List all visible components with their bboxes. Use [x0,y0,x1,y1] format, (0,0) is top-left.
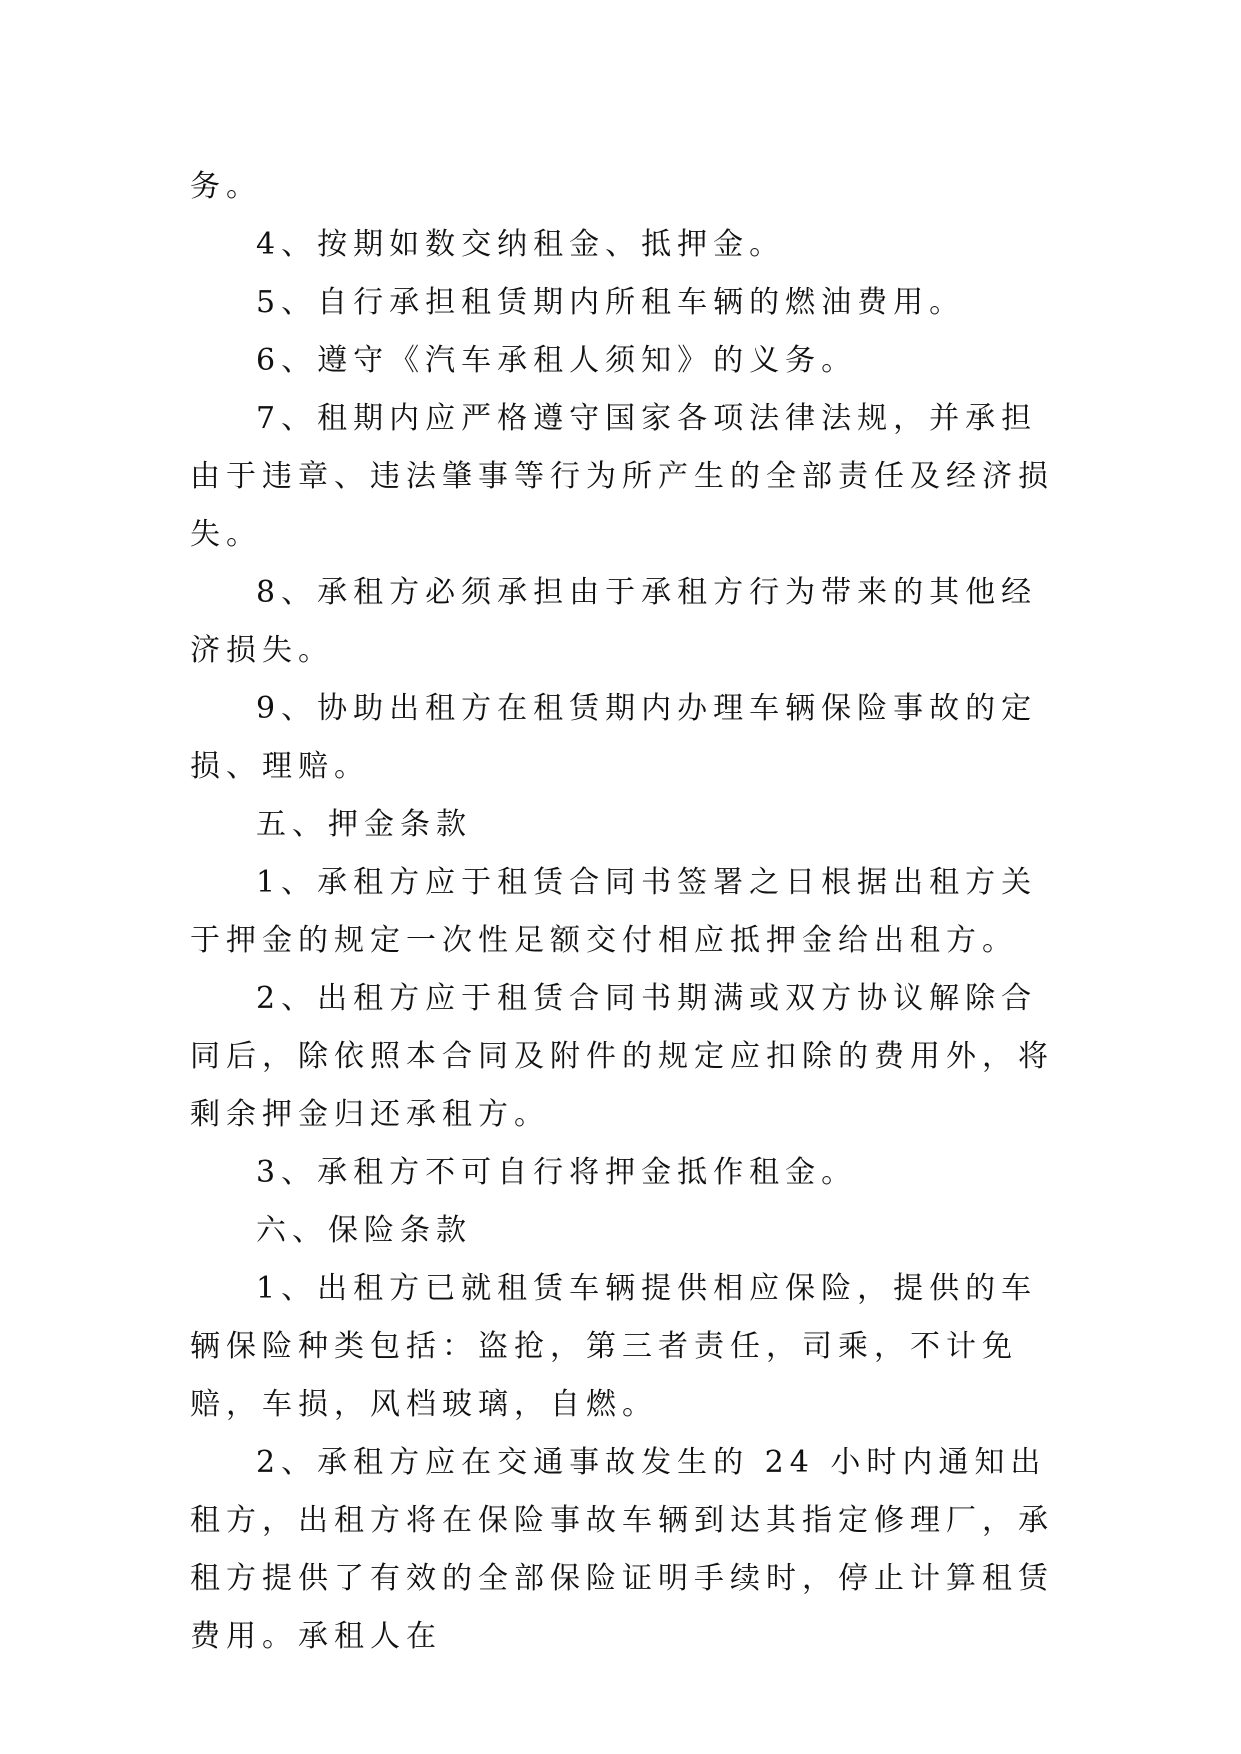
paragraph-insurance-1: 1、出租方已就租赁车辆提供相应保险，提供的车辆保险种类包括：盗抢，第三者责任，司乘，不计免赔，车损，风档玻璃，自燃。 [190,1271,1038,1422]
section-heading-insurance: 六、保险条款 [256,1213,472,1248]
section-heading-deposit: 五、押金条款 [256,807,472,842]
paragraph-insurance-2: 2、承租方应在交通事故发生的 24 小时内通知出租方，出租方将在保险事故车辆到达其指定修理厂，承租方提供了有效的全部保险证明手续时，停止计算租赁费用。承租人在 [190,1445,1054,1654]
paragraph-deposit-1: 1、承租方应于租赁合同书签署之日根据出租方关于押金的规定一次性足额交付相应抵押金给出租方。 [190,865,1038,958]
paragraph-item-7: 7、租期内应严格遵守国家各项法律法规，并承担由于违章、违法肇事等行为所产生的全部责任及经济损失。 [190,401,1054,552]
paragraph-continuation: 务。 [190,169,262,204]
paragraph-deposit-2: 2、出租方应于租赁合同书期满或双方协议解除合同后，除依照本合同及附件的规定应扣除的费用外，将剩余押金归还承租方。 [190,981,1054,1132]
paragraph-item-4: 4、按期如数交纳租金、抵押金。 [256,227,786,262]
paragraph-item-5: 5、自行承担租赁期内所租车辆的燃油费用。 [256,285,966,320]
paragraph-item-9: 9、协助出租方在租赁期内办理车辆保险事故的定损、理赔。 [190,691,1038,784]
paragraph-deposit-3: 3、承租方不可自行将押金抵作租金。 [256,1155,858,1190]
document-body [190,158,1060,1666]
paragraph-item-8: 8、承租方必须承担由于承租方行为带来的其他经济损失。 [190,575,1038,668]
paragraph-item-6: 6、遵守《汽车承租人须知》的义务。 [256,343,858,378]
